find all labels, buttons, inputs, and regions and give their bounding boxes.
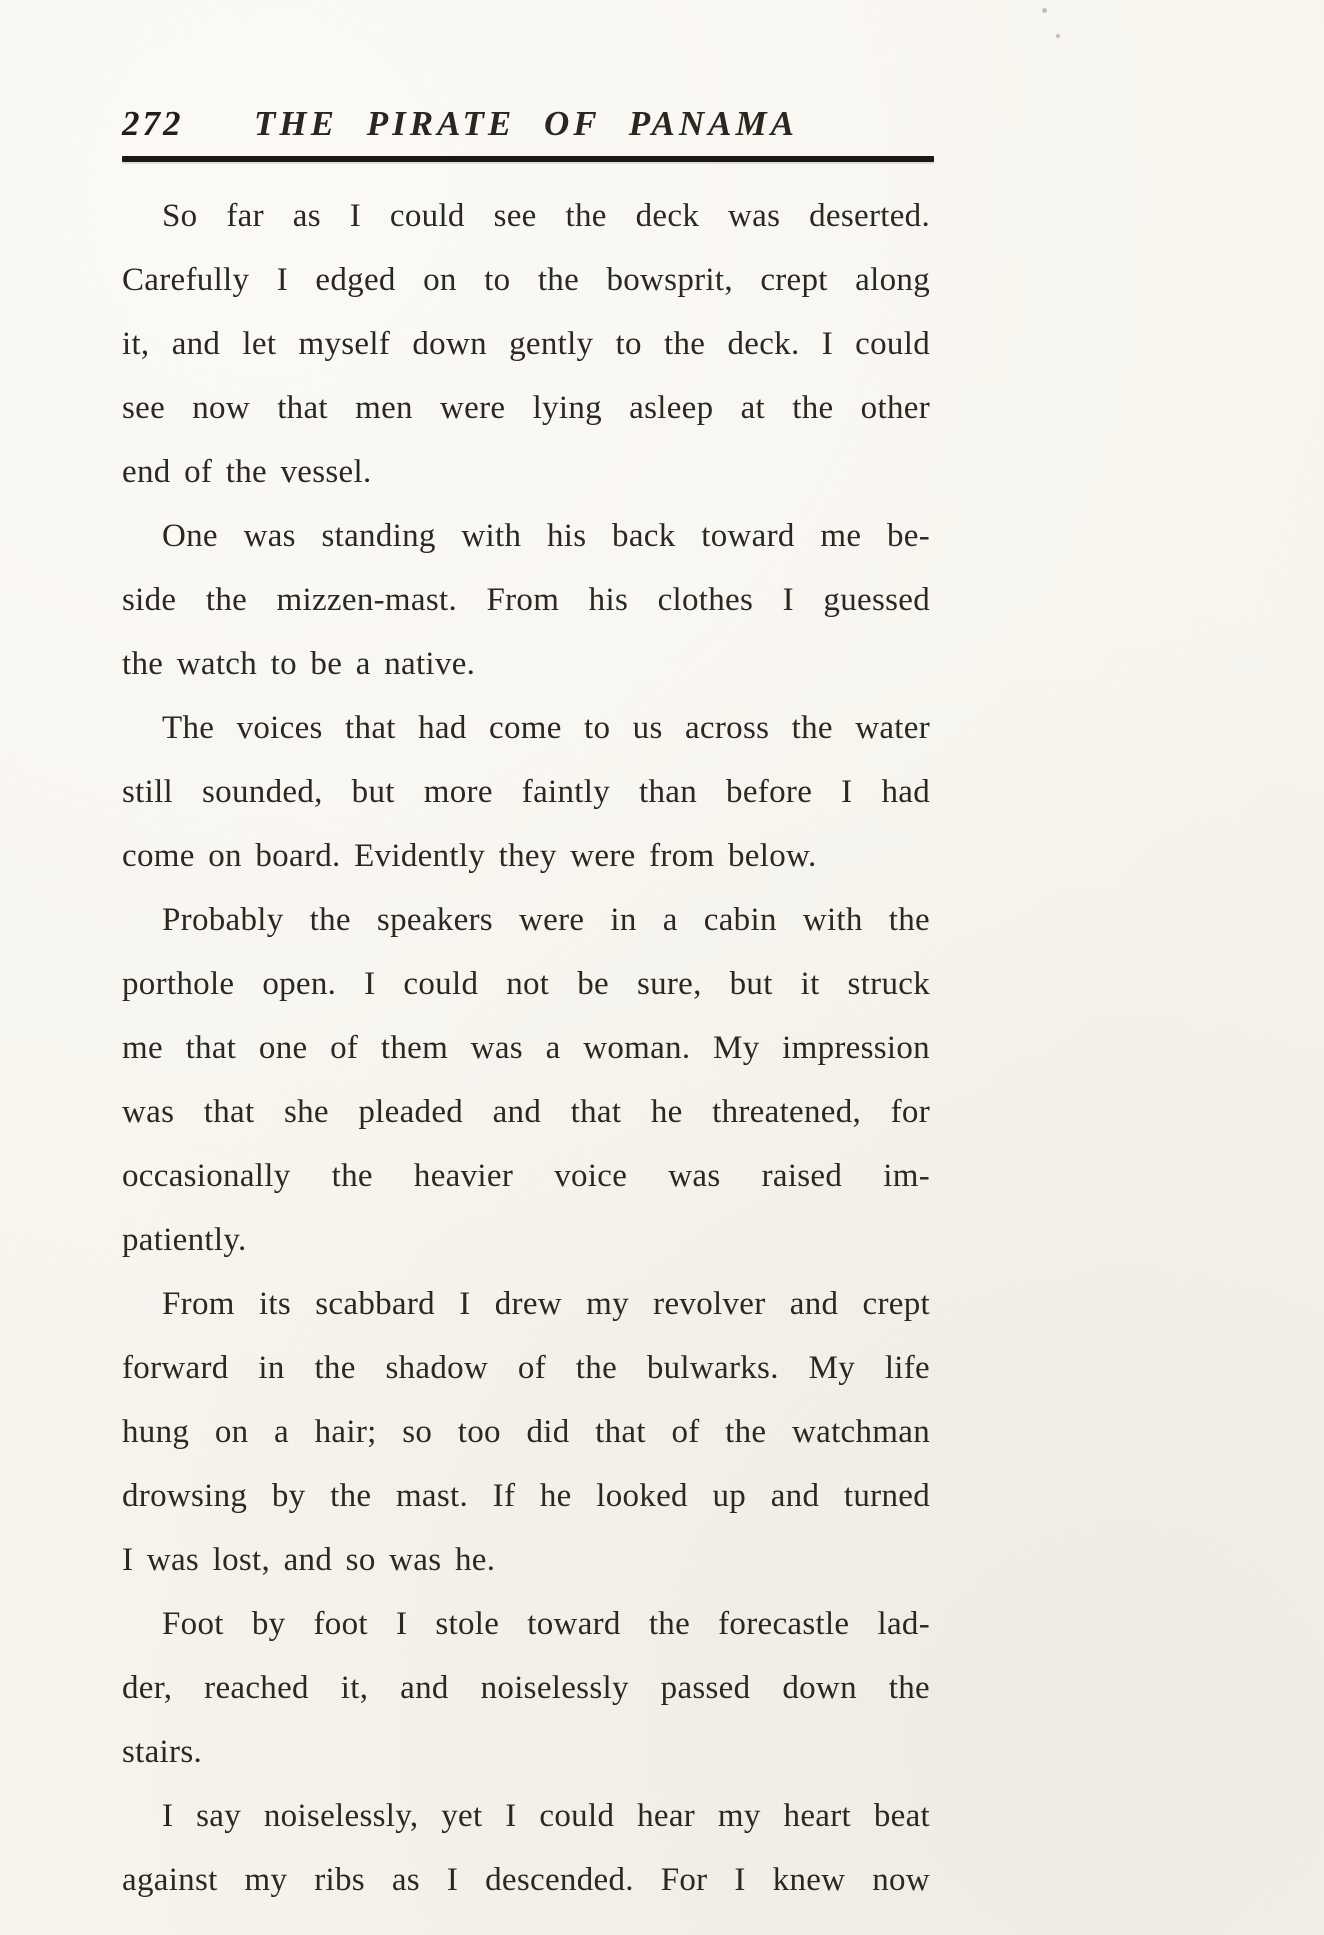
paragraph [122, 1592, 930, 1784]
text-line: occasionally the heavier voice was raised im- [122, 1158, 930, 1194]
text-line: end of the vessel. [122, 454, 372, 490]
running-title: THE PIRATE OF PANAMA [254, 104, 798, 143]
text-line: The voices that had come to us across the water [162, 710, 930, 746]
text-line: against my ribs as I descended. For I knew now [122, 1862, 930, 1898]
text-line: Carefully I edged on to the bowsprit, crept along [122, 262, 930, 298]
paragraph [122, 1784, 930, 1912]
text-line: stairs. [122, 1734, 203, 1770]
text-line: hung on a hair; so too did that of the watchman [122, 1414, 930, 1450]
text-line: porthole open. I could not be sure, but it struck [122, 966, 930, 1002]
scan-speck [1056, 34, 1060, 38]
text-line: come on board. Evidently they were from below. [122, 838, 817, 874]
text-line: From its scabbard I drew my revolver and crept [162, 1286, 930, 1322]
text-column [122, 0, 930, 1912]
text-line: Probably the speakers were in a cabin with the [162, 902, 930, 938]
paragraph [122, 888, 930, 1272]
text-line: So far as I could see the deck was deserted. [162, 198, 930, 234]
text-line: me that one of them was a woman. My impression [122, 1030, 930, 1066]
text-line: patiently. [122, 1222, 247, 1258]
text-line: side the mizzen-mast. From his clothes I guessed [122, 582, 930, 618]
text-line: der, reached it, and noiselessly passed down the [122, 1670, 930, 1706]
text-line: see now that men were lying asleep at the other [122, 390, 930, 426]
text-line: the watch to be a native. [122, 646, 476, 682]
body-text [122, 184, 930, 1912]
text-line: drowsing by the mast. If he looked up and turned [122, 1478, 930, 1514]
page-header [122, 104, 930, 150]
paragraph [122, 504, 930, 696]
text-line: I say noiselessly, yet I could hear my heart beat [162, 1798, 930, 1834]
text-line: was that she pleaded and that he threatened, for [122, 1094, 930, 1130]
paragraph [122, 696, 930, 888]
text-line: One was standing with his back toward me be- [162, 518, 930, 554]
scan-speck [1042, 8, 1047, 13]
text-line: it, and let myself down gently to the deck. I could [122, 326, 930, 362]
paragraph [122, 1272, 930, 1592]
header-rule [122, 156, 934, 162]
text-line: Foot by foot I stole toward the forecastle lad- [162, 1606, 930, 1642]
paragraph [122, 184, 930, 504]
text-line: forward in the shadow of the bulwarks. My life [122, 1350, 930, 1386]
text-line: still sounded, but more faintly than before I had [122, 774, 930, 810]
text-line: I was lost, and so was he. [122, 1542, 496, 1578]
page-number: 272 [122, 104, 184, 143]
